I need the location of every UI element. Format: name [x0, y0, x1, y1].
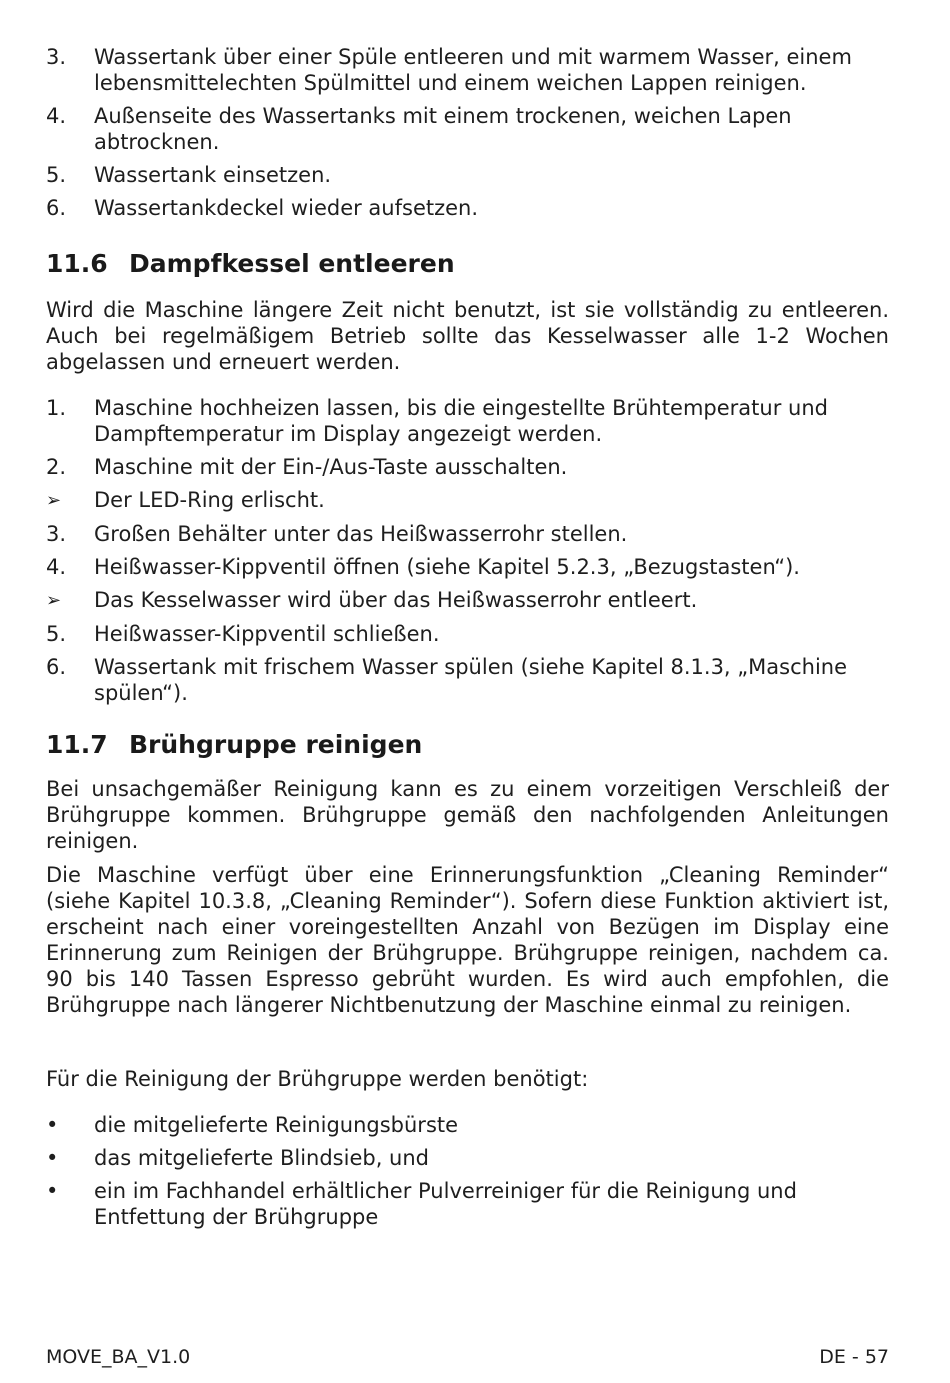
list-item [46, 162, 889, 188]
result-arrow-icon: ➢ [46, 590, 62, 611]
list-text: ein im Fachhandel erhältlicher Pulverreiniger für die Reinigung und Entfettung der Brühgruppe [94, 1179, 797, 1229]
list-marker: 4. [46, 555, 67, 579]
drain-boiler-steps [46, 395, 889, 706]
list-marker: 5. [46, 622, 67, 646]
list-text: Das Kesselwasser wird über das Heißwasserrohr entleert. [94, 588, 698, 612]
list-text: Außenseite des Wassertanks mit einem trockenen, weichen Lapen abtrocknen. [94, 104, 792, 154]
list-item-result [46, 487, 889, 514]
list-marker: 1. [46, 396, 67, 420]
body-paragraph: Bei unsachgemäßer Reinigung kann es zu einem vorzeitigen Verschleiß der Brühgruppe kommen. Brühgruppe gemäß den nachfolgenden Anleitungen reinigen. [46, 777, 889, 853]
bullet-icon: • [46, 1146, 59, 1170]
section-number: 11.7 [46, 730, 108, 759]
list-marker: 3. [46, 45, 67, 69]
list-item [46, 195, 889, 221]
list-text: Heißwasser-Kippventil öffnen (siehe Kapitel 5.2.3, „Bezugstasten“). [94, 555, 800, 579]
list-text: Wassertankdeckel wieder aufsetzen. [94, 196, 479, 220]
list-marker: 5. [46, 163, 67, 187]
list-item [46, 621, 889, 647]
bullet-icon: • [46, 1179, 59, 1203]
page-number: DE - 57 [819, 1346, 889, 1368]
section-heading-11-6 [46, 249, 889, 279]
list-text: Wassertank einsetzen. [94, 163, 332, 187]
list-text: Heißwasser-Kippventil schließen. [94, 622, 440, 646]
section-title: Dampfkessel entleeren [129, 249, 455, 278]
section-title: Brühgruppe reinigen [129, 730, 423, 759]
list-text: Maschine hochheizen lassen, bis die eingestellte Brühtemperatur und Dampftemperatur im Display angezeigt werden. [94, 396, 828, 446]
list-item [46, 395, 889, 447]
cleaning-steps-list [46, 44, 889, 221]
list-text: Wassertank über einer Spüle entleeren und mit warmem Wasser, einem lebensmittelechten Spülmittel und einem weichen Lappen reinigen. [94, 45, 852, 95]
list-marker: 2. [46, 455, 67, 479]
page-footer [46, 1345, 889, 1369]
bullet-item [46, 1178, 889, 1230]
list-item [46, 454, 889, 480]
document-page [46, 44, 889, 1237]
list-text: Großen Behälter unter das Heißwasserrohr stellen. [94, 522, 628, 546]
list-item [46, 554, 889, 580]
list-marker: 6. [46, 655, 67, 679]
result-arrow-icon: ➢ [46, 490, 62, 511]
list-marker: 3. [46, 522, 67, 546]
list-text: Der LED-Ring erlischt. [94, 488, 325, 512]
document-id: MOVE_BA_V1.0 [46, 1346, 191, 1368]
list-item [46, 521, 889, 547]
list-item [46, 44, 889, 96]
list-text: das mitgelieferte Blindsieb, und [94, 1146, 429, 1170]
body-paragraph: Die Maschine verfügt über eine Erinnerungsfunktion „Cleaning Reminder“ (siehe Kapitel 10.3.8, „Cleaning Reminder“). Sofern diese Funktion aktiviert ist, erscheint nach einer voreingestellten Anzahl von Bezügen im Display eine Erinnerung zum Reinigen der Brühgruppe. Brühgruppe reinigen, nachdem ca. 90 bis 140 Tassen Espresso gebrüht wurden. Es wird auch empfohlen, die Brühgruppe nach längerer Nichtbenutzung der Maschine einmal zu reinigen. [46, 863, 889, 1017]
section-heading-11-7 [46, 730, 889, 760]
list-text: Maschine mit der Ein-/Aus-Taste ausschalten. [94, 455, 568, 479]
requirements-intro: Für die Reinigung der Brühgruppe werden benötigt: [46, 1067, 589, 1091]
list-text: die mitgelieferte Reinigungsbürste [94, 1113, 459, 1137]
list-item [46, 654, 889, 706]
section-number: 11.6 [46, 249, 108, 278]
requirements-list [46, 1112, 889, 1230]
bullet-icon: • [46, 1113, 59, 1137]
bullet-item [46, 1112, 889, 1138]
section-intro-paragraph: Wird die Maschine längere Zeit nicht benutzt, ist sie vollständig zu entleeren. Auch bei regelmäßigem Betrieb sollte das Kesselwasser alle 1-2 Wochen abgelassen und erneuert werden. [46, 298, 889, 374]
bullet-item [46, 1145, 889, 1171]
list-marker: 6. [46, 196, 67, 220]
list-text: Wassertank mit frischem Wasser spülen (siehe Kapitel 8.1.3, „Maschine spülen“). [94, 655, 848, 705]
list-marker: 4. [46, 104, 67, 128]
list-item [46, 103, 889, 155]
list-item-result [46, 587, 889, 614]
